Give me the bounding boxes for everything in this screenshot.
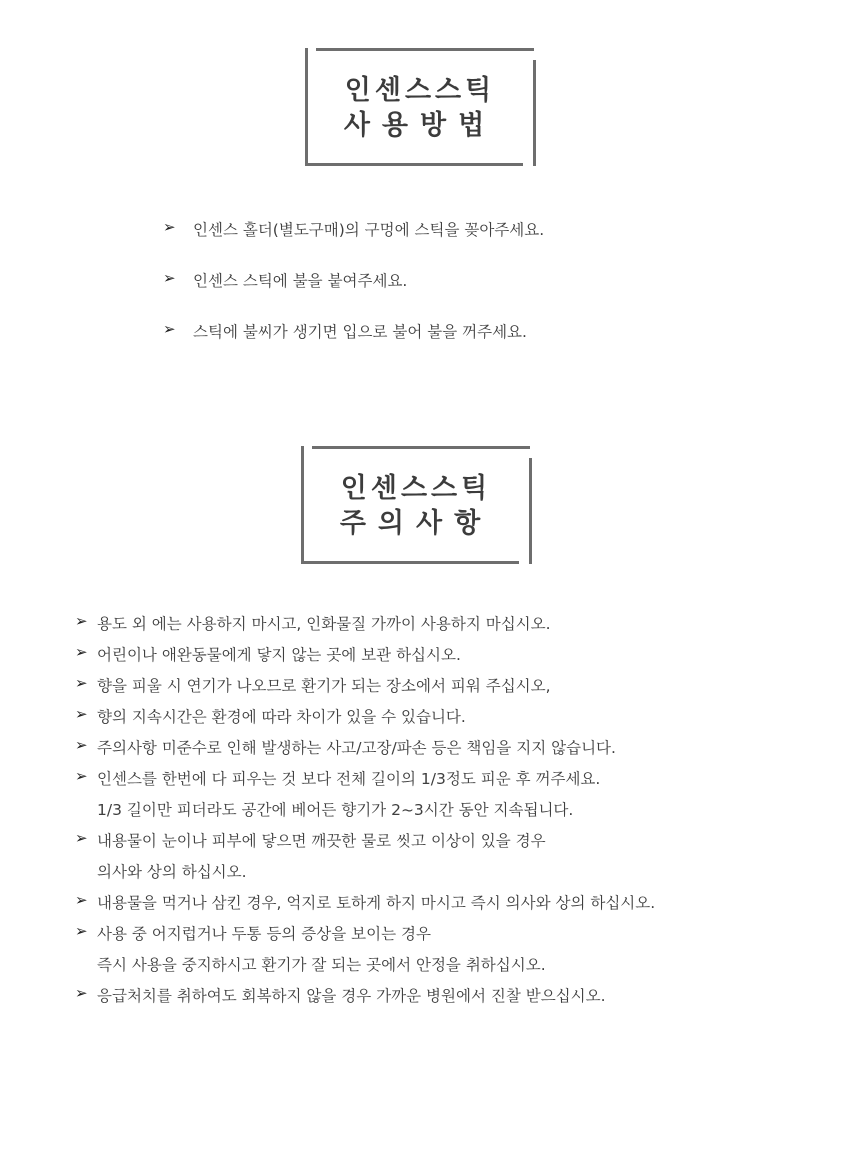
list-item-text: 인센스 홀더(별도구매)의 구멍에 스틱을 꽂아주세요. — [193, 221, 545, 239]
caution-title-box — [296, 446, 536, 568]
usage-title-line2: 사용방법 — [343, 110, 497, 141]
frame-top-line — [316, 48, 534, 51]
list-item — [75, 705, 655, 736]
list-item — [163, 320, 544, 371]
arrow-bullet-icon: ➢ — [75, 705, 88, 723]
list-item — [163, 218, 544, 269]
arrow-bullet-icon: ➢ — [75, 891, 88, 909]
list-item-text: 인센스를 한번에 다 피우는 것 보다 전체 길이의 1/3정도 피운 후 꺼주세요. — [97, 770, 601, 788]
frame-bottom-line — [305, 163, 523, 166]
list-item-text: 응급처치를 취하여도 회복하지 않을 경우 가까운 병원에서 진찰 받으십시오. — [97, 987, 606, 1005]
usage-list — [163, 218, 544, 371]
list-item-text: 향의 지속시간은 환경에 따라 차이가 있을 수 있습니다. — [97, 708, 466, 726]
usage-title-line1: 인센스스틱 — [344, 75, 496, 106]
list-item-text: 주의사항 미준수로 인해 발생하는 사고/고장/파손 등은 책임을 지지 않습니다. — [97, 739, 616, 757]
list-item-text: 향을 피울 시 연기가 나오므로 환기가 되는 장소에서 피워 주십시오, — [97, 677, 551, 695]
caution-title-line1: 인센스스틱 — [340, 473, 492, 504]
list-item — [75, 612, 655, 643]
list-item-text: 사용 중 어지럽거나 두통 등의 증상을 보이는 경우 — [97, 925, 431, 943]
list-item — [75, 736, 655, 767]
caution-title-line2: 주의사항 — [339, 508, 493, 539]
list-item-text: 내용물을 먹거나 삼킨 경우, 억지로 토하게 하지 마시고 즉시 의사와 상의 하십시오. — [97, 894, 656, 912]
list-item — [75, 829, 655, 891]
frame-top-line — [312, 446, 530, 449]
arrow-bullet-icon: ➢ — [75, 736, 88, 754]
list-item — [163, 269, 544, 320]
list-item-continuation: 의사와 상의 하십시오. — [97, 863, 247, 881]
list-item-text: 스틱에 불씨가 생기면 입으로 불어 불을 꺼주세요. — [193, 323, 527, 341]
arrow-bullet-icon: ➢ — [75, 829, 88, 847]
arrow-bullet-icon: ➢ — [163, 218, 176, 236]
arrow-bullet-icon: ➢ — [75, 674, 88, 692]
list-item-text: 어린이나 애완동물에게 닿지 않는 곳에 보관 하십시오. — [97, 646, 461, 664]
list-item — [75, 767, 655, 829]
list-item — [75, 674, 655, 705]
arrow-bullet-icon: ➢ — [163, 269, 176, 287]
list-item — [75, 891, 655, 922]
caution-list — [75, 612, 655, 1015]
usage-title-box — [300, 48, 540, 170]
list-item — [75, 922, 655, 984]
list-item-text: 인센스 스틱에 불을 붙여주세요. — [193, 272, 408, 290]
frame-bottom-line — [301, 561, 519, 564]
list-item-continuation: 즉시 사용을 중지하시고 환기가 잘 되는 곳에서 안정을 취하십시오. — [97, 956, 546, 974]
list-item-text: 내용물이 눈이나 피부에 닿으면 깨끗한 물로 씻고 이상이 있을 경우 — [97, 832, 546, 850]
list-item-text: 용도 외 에는 사용하지 마시고, 인화물질 가까이 사용하지 마십시오. — [97, 615, 551, 633]
list-item — [75, 643, 655, 674]
arrow-bullet-icon: ➢ — [75, 612, 88, 630]
arrow-bullet-icon: ➢ — [75, 922, 88, 940]
arrow-bullet-icon: ➢ — [75, 984, 88, 1002]
arrow-bullet-icon: ➢ — [75, 643, 88, 661]
arrow-bullet-icon: ➢ — [75, 767, 88, 785]
list-item-continuation: 1/3 길이만 피더라도 공간에 베어든 향기가 2~3시간 동안 지속됩니다. — [97, 801, 574, 819]
arrow-bullet-icon: ➢ — [163, 320, 176, 338]
list-item — [75, 984, 655, 1015]
